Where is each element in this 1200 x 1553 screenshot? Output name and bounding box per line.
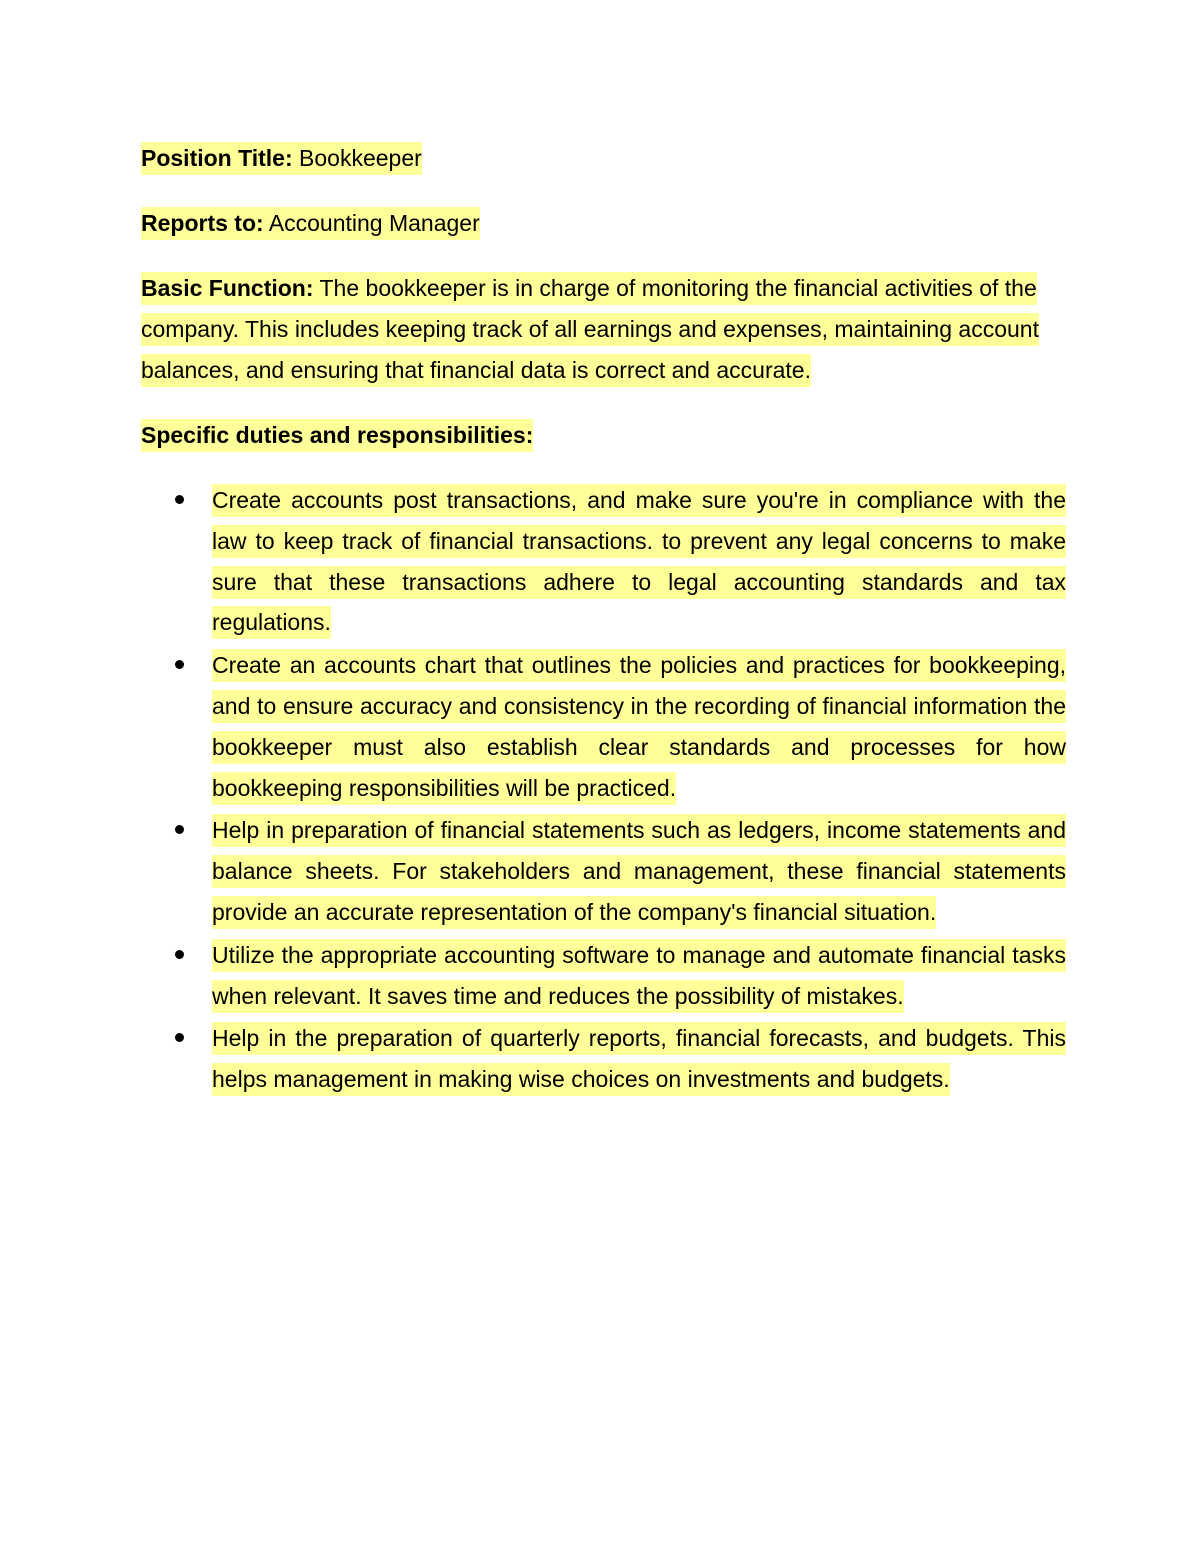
bullet-icon <box>175 1033 184 1042</box>
position-title-value: Bookkeeper <box>299 145 422 171</box>
bullet-icon <box>175 950 184 959</box>
reports-to-field <box>141 203 1066 244</box>
duty-text: Utilize the appropriate accounting software to manage and automate financial tasks when relevant. It saves time and reduces the possibility of mistakes. <box>212 939 1066 1013</box>
duty-text: Create accounts post transactions, and make sure you're in compliance with the law to keep track of financial transactions. to prevent any legal concerns to make sure that these transactions adhere to legal accounting standards and tax regulations. <box>212 484 1066 639</box>
basic-function-label: Basic Function: <box>141 275 314 301</box>
duties-heading: Specific duties and responsibilities: <box>141 422 534 448</box>
basic-function-field <box>141 268 1066 391</box>
duties-heading-field <box>141 415 1066 456</box>
position-title-field <box>141 138 1066 179</box>
bullet-icon <box>175 825 184 834</box>
duty-item <box>141 810 1066 932</box>
duty-item <box>141 480 1066 643</box>
duty-item <box>141 1018 1066 1100</box>
basic-function-text: The bookkeeper is in charge of monitoring the financial activities of the company. This includes keeping track of all earnings and expenses, maintaining account balances, and ensuring that financial data is correct and accurate. <box>141 275 1039 383</box>
duty-text: Help in the preparation of quarterly reports, financial forecasts, and budgets. This helps management in making wise choices on investments and budgets. <box>212 1022 1066 1096</box>
bullet-icon <box>175 660 184 669</box>
duties-list <box>141 480 1066 1100</box>
document-page <box>141 138 1066 1102</box>
duty-item <box>141 645 1066 808</box>
duty-item <box>141 935 1066 1017</box>
reports-to-label: Reports to: <box>141 210 264 236</box>
duty-text: Help in preparation of financial statements such as ledgers, income statements and balance sheets. For stakeholders and management, these financial statements provide an accurate representation of the company's financial situation. <box>212 814 1066 929</box>
duty-text: Create an accounts chart that outlines the policies and practices for bookkeeping, and to ensure accuracy and consistency in the recording of financial information the bookkeeper must also establish clear standards and processes for how bookkeeping responsibilities will be practiced. <box>212 649 1066 804</box>
reports-to-value: Accounting Manager <box>268 210 480 236</box>
bullet-icon <box>175 495 184 504</box>
position-title-label: Position Title: <box>141 145 293 171</box>
